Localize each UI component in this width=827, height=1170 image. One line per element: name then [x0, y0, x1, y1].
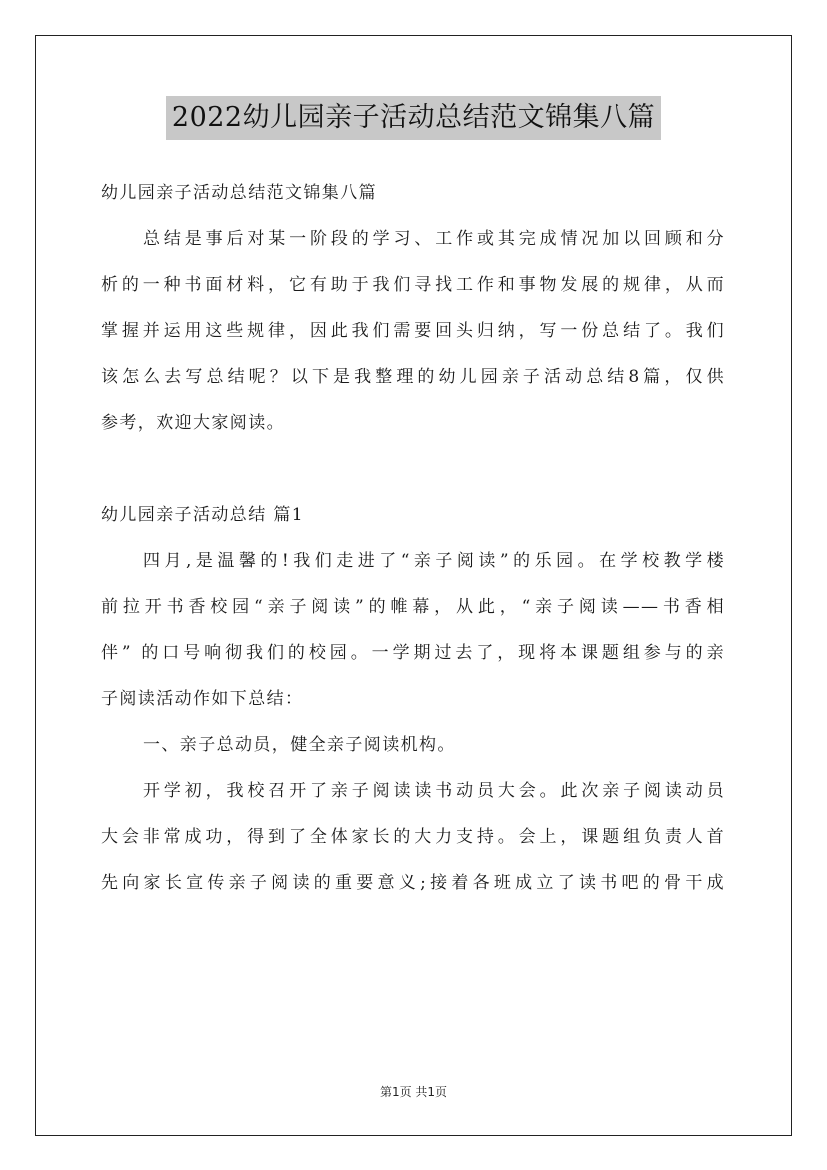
section1-para1-line-3: 伴” 的口号响彻我们的校园。一学期过去了，现将本课题组参与的亲 [101, 643, 725, 663]
document-title: 2022幼儿园亲子活动总结范文锦集八篇 [166, 96, 661, 140]
section1-heading: 幼儿园亲子活动总结 篇1 [101, 505, 305, 525]
document-subtitle: 幼儿园亲子活动总结范文锦集八篇 [101, 183, 377, 203]
document-body [101, 170, 725, 906]
title-container [0, 96, 827, 140]
section1-para1-line-4: 子阅读活动作如下总结： [101, 689, 304, 709]
section1-para1-line-1: 四月,是温馨的!我们走进了“亲子阅读”的乐园。在学校教学楼 [143, 551, 725, 571]
section-spacer [101, 446, 725, 492]
intro-line-3: 掌握并运用这些规律，因此我们需要回头归纳，写一份总结了。我们 [101, 321, 725, 341]
section1-para1-line-2: 前拉开书香校园“亲子阅读”的帷幕，从此，“亲子阅读——书香相 [101, 597, 725, 617]
section1-point1: 一、亲子总动员，健全亲子阅读机构。 [143, 735, 456, 755]
intro-line-1: 总结是事后对某一阶段的学习、工作或其完成情况加以回顾和分 [143, 229, 725, 249]
section1-para2-line-2: 大会非常成功，得到了全体家长的大力支持。会上，课题组负责人首 [101, 827, 725, 847]
section1-para2-line-3: 先向家长宣传亲子阅读的重要意义;接着各班成立了读书吧的骨干成 [101, 873, 725, 893]
page-footer: 第1页 共1页 [379, 1085, 448, 1099]
section1-para2-line-1: 开学初，我校召开了亲子阅读读书动员大会。此次亲子阅读动员 [143, 781, 725, 801]
intro-line-4: 该怎么去写总结呢？以下是我整理的幼儿园亲子活动总结8篇，仅供 [101, 367, 725, 387]
intro-line-2: 析的一种书面材料，它有助于我们寻找工作和事物发展的规律，从而 [101, 275, 725, 295]
intro-line-5: 参考，欢迎大家阅读。 [101, 413, 285, 433]
